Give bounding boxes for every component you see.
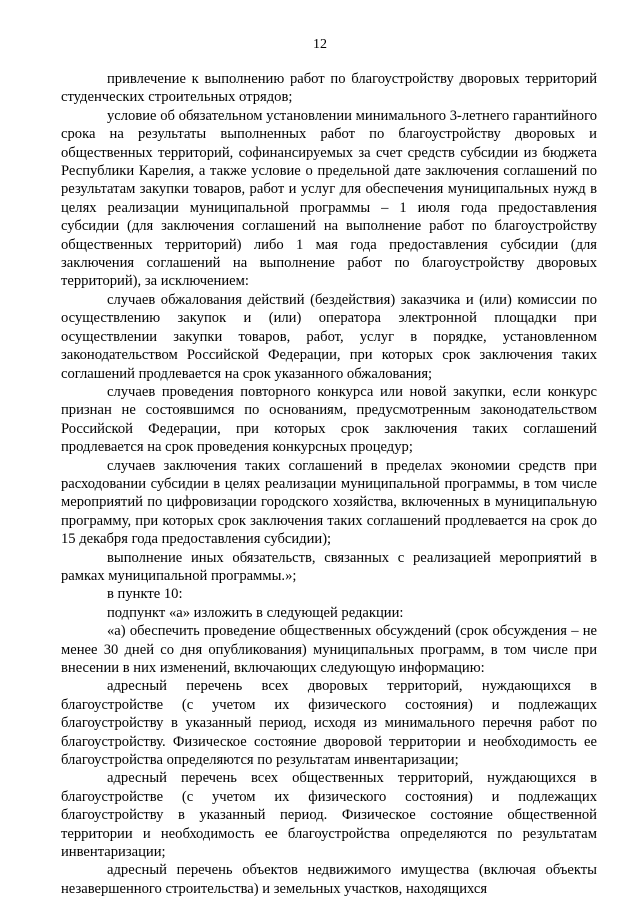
page-number: 12 xyxy=(313,37,327,52)
paragraph: случаев заключения таких соглашений в пределах экономии средств при расходовании субсидии в целях реализации муниципальной программы, в том числе мероприятий по цифровизации городского хозяйства, включенных в муниципальную программу, при которых срок заключения таких соглашений продлевается на срок до 15 декабря года предоставления субсидии); xyxy=(61,457,597,548)
paragraph: в пункте 10: xyxy=(107,586,183,603)
paragraph: «а) обеспечить проведение общественных обсуждений (срок обсуждения – не менее 30 дней со дня опубликования) муниципальных программ, в том числе при внесении в них изменений, включающих следующую информацию: xyxy=(61,623,597,676)
paragraph: привлечение к выполнению работ по благоустройству дворовых территорий студенческих строительных отрядов; xyxy=(61,71,597,106)
document-body xyxy=(61,70,597,898)
paragraph: выполнение иных обязательств, связанных с реализацией мероприятий в рамках муниципальной программы.»; xyxy=(61,549,597,584)
paragraph: случаев проведения повторного конкурса или новой закупки, если конкурс признан не состоявшимся по основаниям, предусмотренным законодательством Российской Федерации, при которых срок заключения таких соглашений продлевается на срок проведения конкурсных процедур; xyxy=(61,383,597,456)
paragraph: адресный перечень всех дворовых территорий, нуждающихся в благоустройстве (с учетом их физического состояния) и подлежащих благоустройству в указанный период, исходя из минимального перечня работ по благоустройству. Физическое состояние дворовой территории и необходимость ее благоустройства определяются по результатам инвентаризации; xyxy=(61,678,597,769)
paragraph: случаев обжалования действий (бездействия) заказчика и (или) комиссии по осуществлению закупок и (или) оператора электронной площадки при осуществлении закупки товаров, работ, услуг в порядке, установленном законодательством Российской Федерации, при которых срок заключения таких соглашений продлевается на срок указанного обжалования; xyxy=(61,291,597,382)
paragraph: адресный перечень объектов недвижимого имущества (включая объекты незавершенного строительства) и земельных участков, находящихся xyxy=(61,862,597,897)
paragraph: подпункт «а» изложить в следующей редакции: xyxy=(107,604,404,621)
paragraph: условие об обязательном установлении минимального 3-летнего гарантийного срока на результаты выполненных работ по благоустройству дворовых и общественных территорий, софинансируемых за счет средств субсидии из бюджета Республики Карелия, а также условие о предельной дате заключения соглашений по результатам закупки товаров, работ и услуг для обеспечения муниципальных нужд в целях реализации муниципальной программы – 1 июля года предоставления субсидии (для заключения соглашений на выполнение работ по благоустройству общественных территорий) либо 1 мая года предоставления субсидии (для заключения соглашений на выполнение работ по благоустройству дворовых территорий), за исключением: xyxy=(61,107,597,290)
paragraph: адресный перечень всех общественных территорий, нуждающихся в благоустройстве (с учетом их физического состояния) и подлежащих благоустройству в указанный период. Физическое состояние общественной территории и необходимость ее благоустройства определяются по результатам инвентаризации; xyxy=(61,770,597,861)
